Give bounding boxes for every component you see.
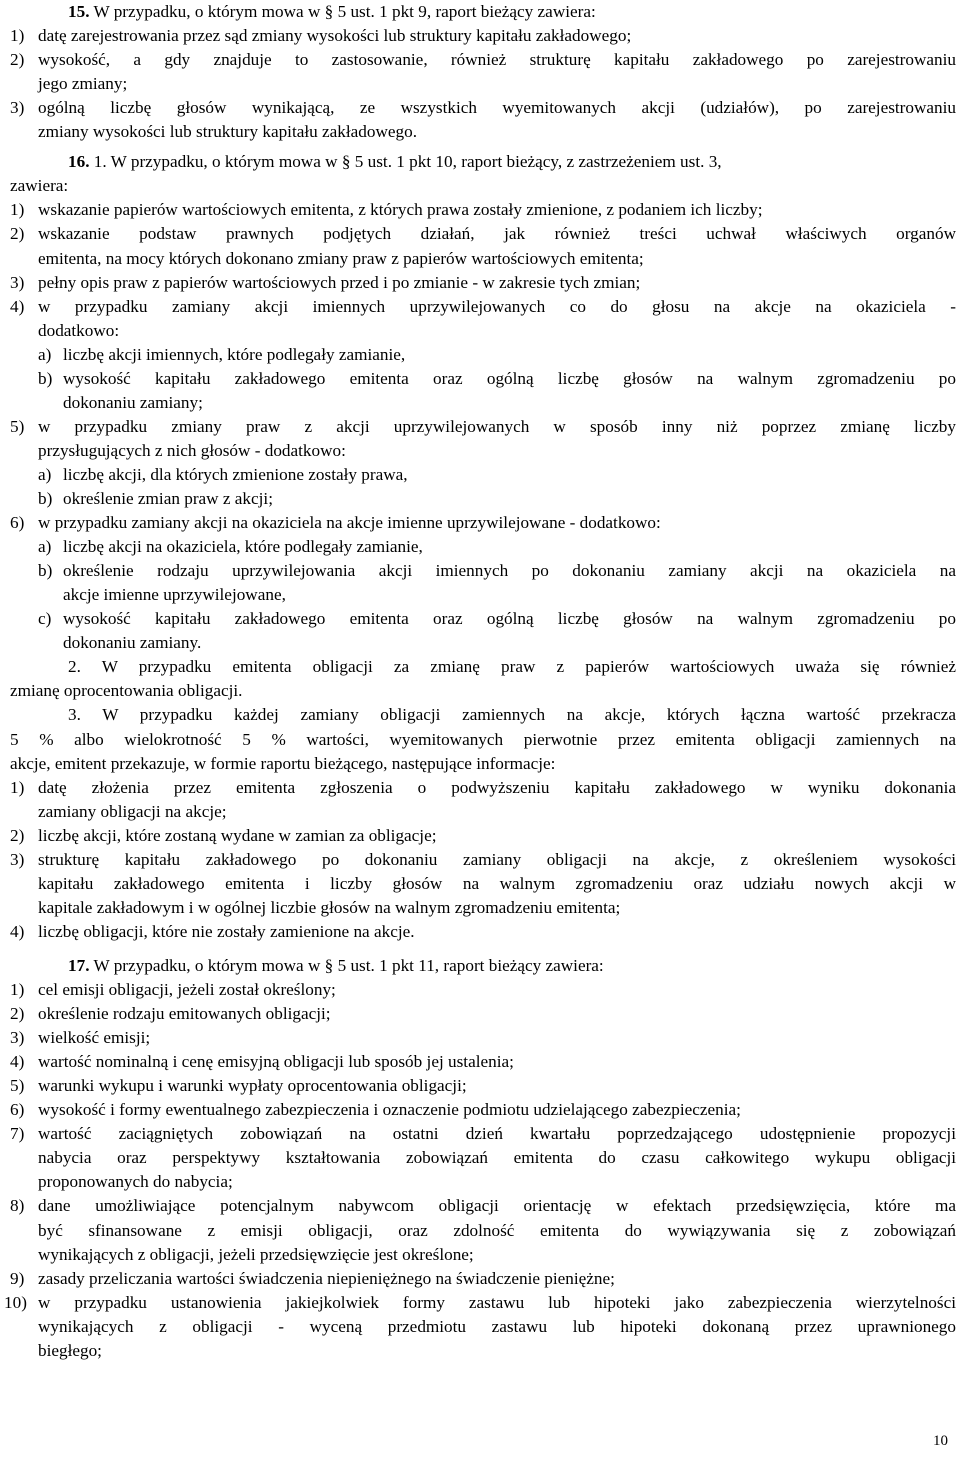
list-item-line: kapitale zakładowym i w ogólnej liczbie głosów na walnym zgromadzeniu emitenta;: [38, 897, 621, 917]
list-item-line: w przypadku zamiany akcji na okaziciela na akcje imienne uprzywilejowane - dodatkowo:: [38, 513, 661, 533]
list-item-line: w przypadku zamiany akcji imiennych uprzywilejowanych co do głosu na akcje na okaziciela -: [38, 296, 956, 316]
list-item-marker: 1): [10, 200, 25, 220]
section-intro: W przypadku, o którym mowa w § 5 ust. 1 pkt 9, raport bieżący zawiera:: [93, 2, 596, 21]
list-item-line: liczbę akcji, które zostaną wydane w zamian za obligacje;: [38, 825, 437, 845]
list-item-marker: 4): [10, 921, 25, 941]
sub-item-line: liczbę akcji na okaziciela, które podlegały zamianie,: [63, 537, 423, 557]
list-item-line: warunki wykupu i warunki wypłaty oprocentowania obligacji;: [38, 1076, 467, 1096]
list-item-marker: 4): [10, 1052, 25, 1072]
list-item-marker: 3): [10, 849, 25, 869]
sub-item-line: dokonaniu zamiany.: [63, 633, 202, 653]
list-item-marker: 3): [10, 1028, 25, 1048]
list-item-line: dodatkowo:: [38, 320, 120, 340]
sub-item-marker: b): [38, 489, 53, 508]
sub-item-marker: b): [38, 368, 53, 388]
list-item-line: wartość nominalną i cenę emisyjną obligacji lub sposób jej ustalenia;: [38, 1052, 514, 1072]
list-item-line: jego zmiany;: [38, 74, 128, 94]
list-item-line: datę złożenia przez emitenta zgłoszenia o podwyższeniu kapitału zakładowego w wyniku dokonania: [38, 777, 956, 797]
list-item-marker: 2): [10, 1004, 25, 1024]
list-item-marker: 5): [10, 1076, 25, 1096]
section-number: 16.: [68, 152, 90, 172]
sub-item-marker: a): [38, 537, 52, 557]
sub-item-line: określenie rodzaju uprzywilejowania akcji imiennych po dokonaniu zamiany akcji na okaziciela na: [63, 561, 956, 581]
list-item-line: w przypadku ustanowienia jakiejkolwiek formy zastawu lub hipoteki jako zabezpieczenia wierzytelności: [38, 1292, 956, 1312]
list-item-line: wysokość i formy ewentualnego zabezpieczenia i oznaczenie podmiotu udzielającego zabezpieczenia;: [38, 1100, 741, 1120]
list-item-line: pełny opis praw z papierów wartościowych przed i po zmianie - w zakresie tych zmian;: [38, 272, 641, 292]
list-item-marker: 9): [10, 1268, 25, 1288]
paragraph-line: zmianę oprocentowania obligacji.: [10, 681, 243, 701]
list-item-marker: 2): [10, 50, 25, 70]
list-item-line: określenie rodzaju emitowanych obligacji;: [38, 1004, 331, 1024]
list-item-line: wartość zaciągniętych zobowiązań na ostatni dzień kwartału poprzedzającego udostępnienie propozycji: [38, 1124, 956, 1144]
list-item-marker: 6): [10, 1100, 25, 1120]
page-number: 10: [933, 1433, 948, 1449]
paragraph-line: 3. W przypadku każdej zamiany obligacji zamiennych na akcje, których łączna wartość przekracza: [68, 705, 956, 725]
list-item-marker: 1): [10, 26, 25, 46]
list-item-line: wskazanie papierów wartościowych emitenta, z których prawa zostały zmienione, z podaniem ich liczby;: [38, 200, 763, 220]
sub-item-line: wysokość kapitału zakładowego emitenta oraz ogólną liczbę głosów na walnym zgromadzeniu po: [63, 609, 956, 629]
paragraph-line: 5 % albo wielokrotność 5 % wartości, wyemitowanych pierwotnie przez emitenta obligacji zamiennych na: [10, 729, 956, 749]
list-item-marker: 6): [10, 513, 25, 533]
list-item-line: biegłego;: [38, 1340, 102, 1360]
list-item-marker: 5): [10, 416, 25, 436]
list-item-line: zamiany obligacji na akcje;: [38, 801, 227, 821]
list-item-line: zmiany wysokości lub struktury kapitału zakładowego.: [38, 122, 417, 142]
list-item-line: wskazanie podstaw prawnych podjętych działań, jak również treści uchwał właściwych organów: [38, 224, 956, 244]
list-item-line: cel emisji obligacji, jeżeli został określony;: [38, 980, 336, 999]
list-item-line: wysokość, a gdy znajduje to zastosowanie, również strukturę kapitału zakładowego po zarejestrowaniu: [38, 50, 956, 70]
sub-item-line: liczbę akcji imiennych, które podlegały zamianie,: [63, 344, 406, 364]
list-item-line: liczbę obligacji, które nie zostały zamienione na akcje.: [38, 921, 415, 941]
list-item-line: ogólną liczbę głosów wynikającą, ze wszystkich wyemitowanych akcji (udziałów), po zarejestrowaniu: [38, 98, 956, 118]
list-item-marker: 2): [10, 825, 25, 845]
list-item-marker: 1): [10, 980, 25, 999]
sub-item-marker: c): [38, 609, 52, 629]
paragraph-line: akcje, emitent przekazuje, w formie raportu bieżącego, następujące informacje:: [10, 753, 556, 773]
list-item-marker: 8): [10, 1196, 25, 1216]
list-item-line: dane umożliwiające potencjalnym nabywcom obligacji orientację w efektach przedsięwzięcia, które ma: [38, 1196, 956, 1216]
list-item-marker: 4): [10, 296, 25, 316]
list-item-line: w przypadku zmiany praw z akcji uprzywilejowanych w sposób inny niż poprzez zmianę liczby: [38, 416, 956, 436]
list-item-line: strukturę kapitału zakładowego po dokonaniu zamiany obligacji na akcje, z określeniem wysokości: [38, 849, 956, 869]
section-intro: W przypadku, o którym mowa w § 5 ust. 1 pkt 11, raport bieżący zawiera:: [93, 955, 604, 975]
list-item-marker: 10): [4, 1292, 27, 1312]
section-intro: 1. W przypadku, o którym mowa w § 5 ust. 1 pkt 10, raport bieżący, z zastrzeżeniem ust. 3,: [93, 152, 722, 172]
sub-item-marker: a): [38, 344, 52, 364]
section-heading-sec16: [68, 150, 960, 174]
sub-item-line: akcje imienne uprzywilejowane,: [63, 585, 286, 605]
sub-item-marker: b): [38, 561, 53, 581]
list-item-line: być sfinansowane z emisji obligacji, oraz zdolność emitenta do wywiązywania się z zobowiązań: [38, 1220, 956, 1240]
list-item-line: przysługujących z nich głosów - dodatkowo:: [38, 440, 346, 460]
section-heading-sec17: [68, 954, 960, 978]
list-item-line: emitenta, na mocy których dokonano zmiany praw z papierów wartościowych emitenta;: [38, 248, 644, 268]
paragraph-line: zawiera:: [10, 176, 69, 196]
list-item-marker: 3): [10, 98, 25, 118]
list-item-marker: 1): [10, 777, 25, 797]
section-heading-sec15: [68, 0, 960, 24]
list-item-marker: 7): [10, 1124, 25, 1144]
section-number: 15.: [68, 2, 90, 21]
list-item-line: zasady przeliczania wartości świadczenia niepieniężnego na świadczenie pieniężne;: [38, 1268, 615, 1288]
list-item-line: nabycia oraz perspektywy kształtowania zobowiązań emitenta do czasu całkowitego wykupu obligacji: [38, 1148, 956, 1168]
section-number: 17.: [68, 955, 90, 975]
sub-item-marker: a): [38, 464, 52, 484]
list-item-line: wynikających z obligacji - wyceną przedmiotu zastawu lub hipoteki dokonaną przez uprawnionego: [38, 1316, 956, 1336]
list-item-marker: 3): [10, 272, 25, 292]
list-item-line: wynikających z obligacji, jeżeli przedsięwzięcie jest określone;: [38, 1244, 474, 1264]
sub-item-line: określenie zmian praw z akcji;: [63, 489, 273, 508]
list-item-line: datę zarejestrowania przez sąd zmiany wysokości lub struktury kapitału zakładowego;: [38, 26, 632, 46]
list-item-line: kapitału zakładowego emitenta i liczby głosów na walnym zgromadzeniu oraz udziału nowych akcji w: [38, 873, 956, 893]
sub-item-line: wysokość kapitału zakładowego emitenta oraz ogólną liczbę głosów na walnym zgromadzeniu po: [63, 368, 956, 388]
list-item-line: wielkość emisji;: [38, 1028, 151, 1048]
list-item-line: proponowanych do nabycia;: [38, 1172, 233, 1192]
list-item-marker: 2): [10, 224, 25, 244]
sub-item-line: liczbę akcji, dla których zmienione zostały prawa,: [63, 464, 408, 484]
paragraph-line: 2. W przypadku emitenta obligacji za zmianę praw z papierów wartościowych uważa się również: [68, 657, 956, 677]
sub-item-line: dokonaniu zamiany;: [63, 392, 203, 412]
